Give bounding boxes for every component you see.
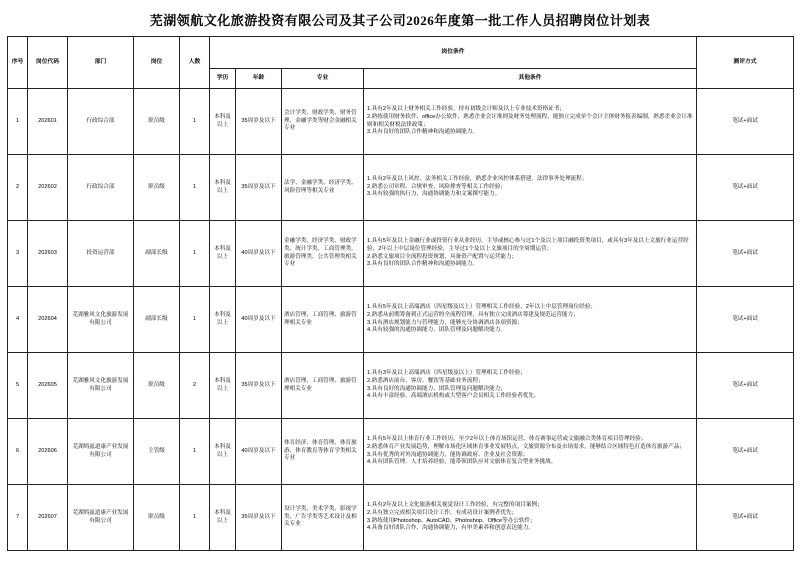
cell-seq: 6 [8,419,28,485]
cell-count: 1 [180,89,210,155]
cell-position: 职员级 [134,353,180,419]
other-line: 1.具有2年及以上财务相关工作经验，持有初级会计师及以上专业技术资格证书； [367,106,565,113]
header-position: 岗位 [134,37,180,89]
other-line: 2.具有独立完成相关项目设计工作，有成功设计案例者优先； [367,509,518,516]
table-row [8,419,794,485]
cell-method: 笔试+面试 [697,221,794,287]
cell-position: 职员级 [134,485,180,551]
cell-other [364,287,697,353]
cell-age: 40周岁及以下 [236,287,282,353]
cell-age: 40周岁及以下 [236,419,282,485]
cell-count: 1 [180,485,210,551]
cell-other [364,89,697,155]
other-line: 2.熟悉体育产业发展趋势，理解市场化区域体育事业发展特点，文旅资源分布及市场需求，能够结合区域特色打造体育旅游产品； [367,443,685,450]
cell-seq: 4 [8,287,28,353]
table-row [8,485,794,551]
table-row [8,155,794,221]
other-line: 3.具有优秀的对外沟通协调能力，能协调政府、企业及社会资源； [367,451,529,458]
header-method: 测评方式 [697,37,794,89]
cell-dept: 行政综合部 [68,89,134,155]
cell-method: 笔试+面试 [697,353,794,419]
other-line: 2.熟悉酒店前台、客房、餐饮等基础业务流程； [367,377,484,384]
other-line: 1.具有5年及以上体育行业工作经历，至少2年以上体育场馆运营、体育赛事运营或文旅融合类体育项目管理经验； [367,436,647,443]
cell-other [364,221,697,287]
cell-education: 本科及以上 [210,221,236,287]
other-line: 3.具有良好的团队合作精神和沟通协调能力。 [367,261,478,268]
cell-position: 副部长级 [134,287,180,353]
cell-dept: 投资运营部 [68,221,134,287]
table-row [8,287,794,353]
cell-method: 笔试+面试 [697,89,794,155]
header-conditions: 岗位条件 [210,37,697,69]
other-line: 1.具有5年及以上高端酒店（四星级及以上）管理相关工作经验，2年以上中层管理岗位经验； [367,304,597,311]
cell-code: 202604 [28,287,68,353]
cell-other [364,155,697,221]
cell-age: 35周岁及以下 [236,89,282,155]
cell-major: 酒店管理、工商管理、旅游管理相关专业 [282,353,364,419]
table-row [8,221,794,287]
cell-position: 副部长级 [134,221,180,287]
other-line: 3.具有良好的团队合作精神和沟通协调能力。 [367,129,478,136]
header-seq: 序号 [8,37,28,89]
other-line: 4.具有丰富经验、高端酒店机构或大型客户会员相关工作经验者优先。 [367,393,540,400]
cell-seq: 1 [8,89,28,155]
other-line: 3.具有较强的执行力，沟通协调能力和文案撰写能力。 [367,191,501,198]
other-line: 1.具有2年及以上文化旅游相关视觉设计工作经验，有完整的项目案例； [367,502,543,509]
cell-major: 会计学类、财政学类、财务管理、金融学类等财会金融相关专业 [282,89,364,155]
cell-other [364,419,697,485]
cell-count: 1 [180,419,210,485]
cell-major: 体育经济、体育管理、体育旅游、体育教育等体育学类相关专业 [282,419,364,485]
header-dept: 部门 [68,37,134,89]
cell-major: 法学、金融学类、经济学类、风险管理等相关专业 [282,155,364,221]
other-line: 4.具有较强的沟通协调能力、团队管理及问题解决能力。 [367,327,506,334]
other-line: 2.熟练使用财务软件、office办公软件，熟悉企业会计准则及财务处理流程，能独立完成单个会计主体财务报表编制，熟悉企业会计准则和相关财税法律政策； [367,113,693,128]
cell-education: 本科及以上 [210,419,236,485]
page-title: 芜湖领航文化旅游投资有限公司及其子公司2026年度第一批工作人员招聘岗位计划表 [149,13,651,28]
cell-dept: 芜湖鸠兹道康产业发展有限公司 [68,485,134,551]
cell-seq: 2 [8,155,28,221]
other-line: 1.具有3年及以上高端酒店（四星级及以上）管理相关工作经验； [367,370,526,377]
cell-education: 本科及以上 [210,353,236,419]
cell-education: 本科及以上 [210,485,236,551]
cell-education: 本科及以上 [210,89,236,155]
cell-age: 35周岁及以下 [236,155,282,221]
cell-age: 35周岁及以下 [236,485,282,551]
table-row [8,353,794,419]
cell-code: 202607 [28,485,68,551]
header-age: 年龄 [236,69,282,89]
header-major: 专业 [282,69,364,89]
other-line: 2.熟悉公司章程、合规审查、风险排查等相关工作经验； [367,183,506,190]
header-other: 其他条件 [364,69,697,89]
cell-code: 202605 [28,353,68,419]
cell-code: 202601 [28,89,68,155]
table-row [8,89,794,155]
cell-count: 1 [180,221,210,287]
other-line: 3.熟练使用Photoshop、AutoCAD、Photoshop、Office等办公软件； [367,517,536,524]
other-line: 3.具有酒店规划能力与管理能力，能够充分协调酒店各项资源； [367,319,523,326]
cell-method: 笔试+面试 [697,485,794,551]
cell-dept: 芜湖雅风文化旅游发展有限公司 [68,287,134,353]
other-line: 3.具有良好的沟通协调能力、团队管理及问题解决能力； [367,385,506,392]
cell-position: 职员级 [134,89,180,155]
cell-major: 酒店管理、工商管理、旅游管理相关专业 [282,287,364,353]
cell-dept: 芜湖鸠兹道康产业发展有限公司 [68,419,134,485]
cell-age: 40周岁及以下 [236,221,282,287]
cell-count: 2 [180,353,210,419]
cell-code: 202606 [28,419,68,485]
cell-major: 设计学类、美术学类、影视学类、广告学类等艺术设计及相关专业 [282,485,364,551]
other-line: 4.具备良好团队合作、沟通协调能力，有审美素养和创意表达能力。 [367,525,534,532]
cell-other [364,353,697,419]
cell-seq: 7 [8,485,28,551]
cell-count: 1 [180,155,210,221]
cell-method: 笔试+面试 [697,287,794,353]
cell-code: 202603 [28,221,68,287]
cell-dept: 芜湖雅风文化旅游发展有限公司 [68,353,134,419]
cell-major: 金融学类、经济学类、财政学类、统计学类、工商管理类、旅游管理类、公共管理类相关专业 [282,221,364,287]
cell-other [364,485,697,551]
cell-method: 笔试+面试 [697,419,794,485]
cell-seq: 3 [8,221,28,287]
other-line: 2.熟悉文旅项目全流程投资规划，具备资产配置与运营能力； [367,253,518,260]
cell-method: 笔试+面试 [697,155,794,221]
cell-position: 主管级 [134,419,180,485]
cell-count: 1 [180,287,210,353]
header-count: 人数 [180,37,210,89]
recruitment-table [7,36,794,551]
cell-dept: 行政综合部 [68,155,134,221]
other-line: 1.具有5年及以上金融行业或投资行业从业经历，主导或核心参与过1个及以上项目融投资类项目，或具有3年及以上文旅行业运营经验，2年以上中层岗位管理经验，主导过1个及以上文旅项目的全周期运营； [367,238,689,252]
header-education: 学历 [210,69,236,89]
other-line: 4.具有团队管理、人才培养经验，能带领团队应对文旅体育复合型业务挑战。 [367,459,557,466]
cell-code: 202602 [28,155,68,221]
header-code: 岗位代码 [28,37,68,89]
cell-education: 本科及以上 [210,287,236,353]
other-line: 1.具有2年及以上风控、法务相关工作经验，熟悉企业风控体系搭建、法律事务处理流程； [367,176,588,183]
cell-age: 35周岁及以下 [236,353,282,419]
table-body [8,89,794,551]
other-line: 2.熟悉从前期筹备到正式运营的全流程管理，具有独立完成酒店筹建及规范运营能力； [367,311,579,318]
cell-seq: 5 [8,353,28,419]
cell-position: 职员级 [134,155,180,221]
cell-education: 本科及以上 [210,155,236,221]
